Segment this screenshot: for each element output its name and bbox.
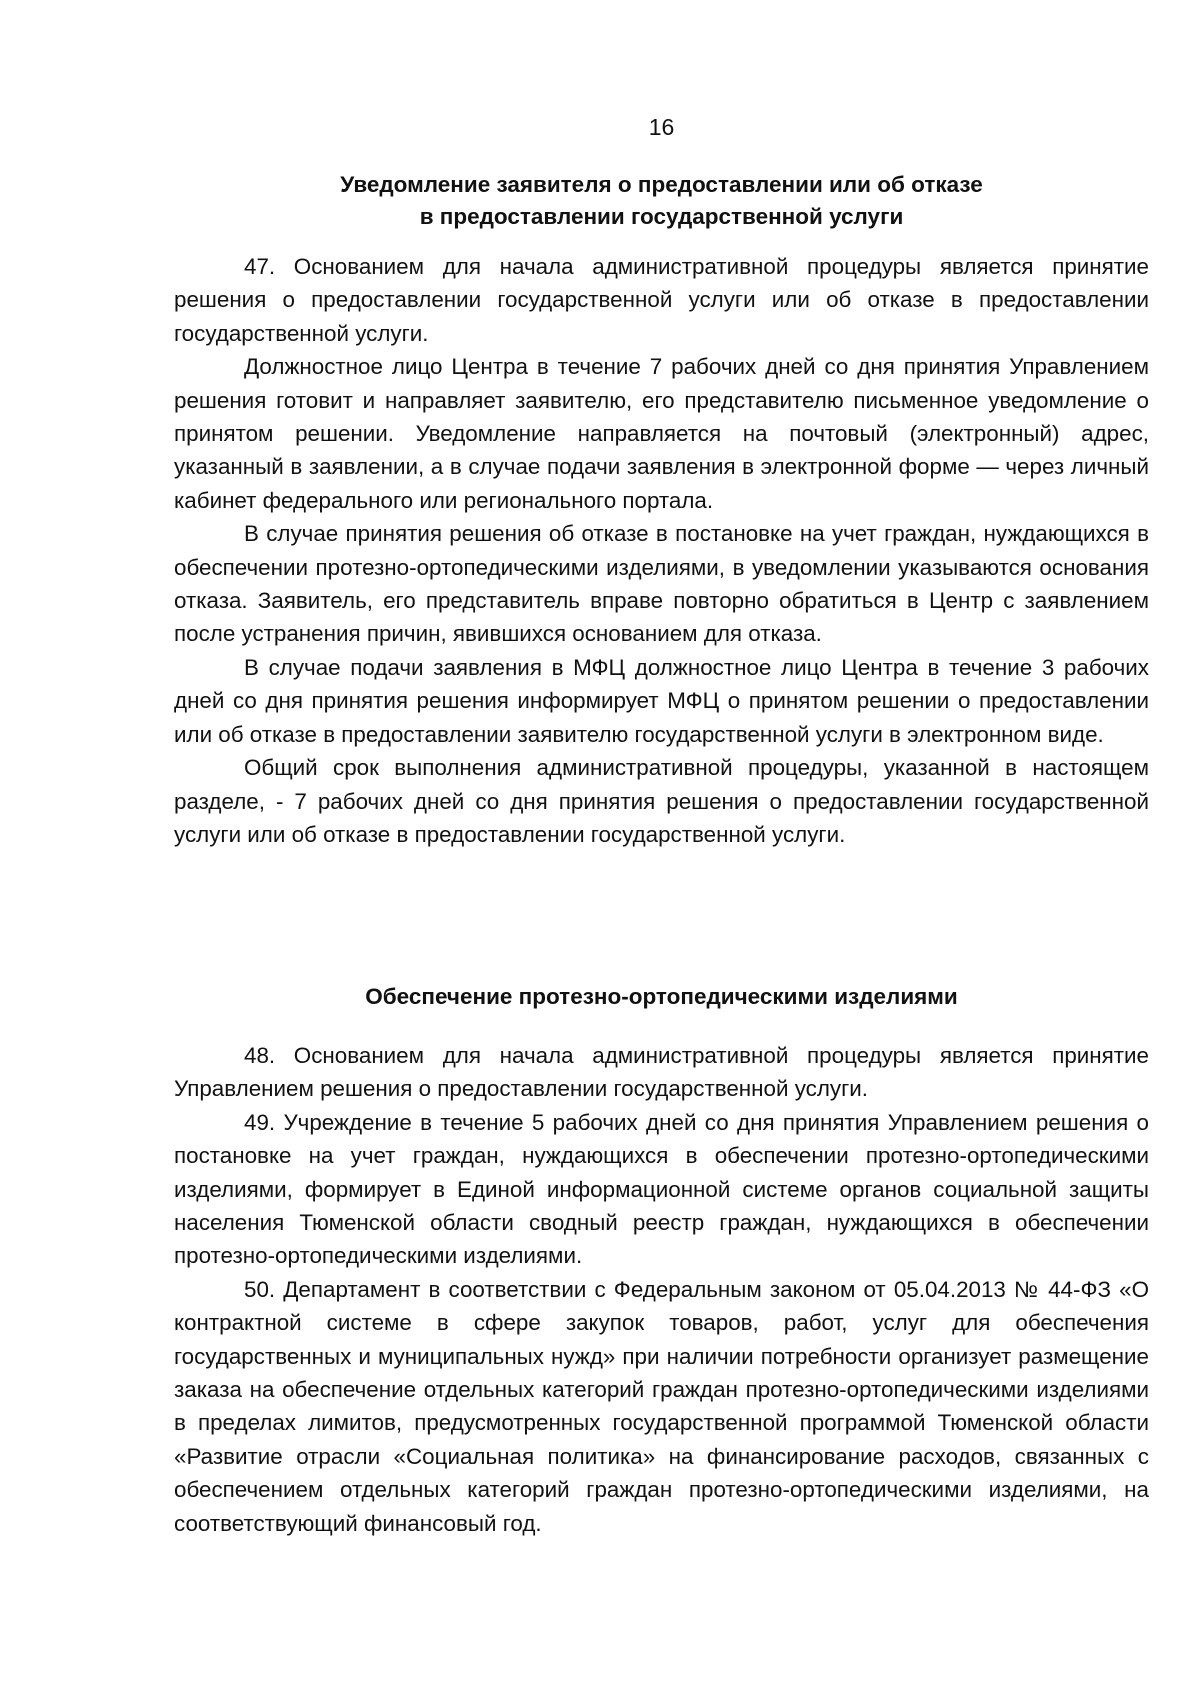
section-heading-line: Обеспечение протезно-ортопедическими изделиями: [365, 984, 958, 1009]
paragraph: В случае принятия решения об отказе в постановке на учет граждан, нуждающихся в обеспечении протезно-ортопедическими изделиями, в уведомлении указываются основания отказа. Заявитель, его представитель вправе повторно обратиться в Центр с заявлением после устранения причин, явившихся основанием для отказа.: [174, 521, 1149, 647]
section-heading-provision: [174, 981, 1149, 1013]
paragraph: Общий срок выполнения административной процедуры, указанной в настоящем разделе, - 7 рабочих дней со дня принятия решения о предоставлении государственной услуги или об отказе в предоставлении государственной услуги.: [174, 755, 1149, 847]
paragraph-47: 47. Основанием для начала административной процедуры является принятие решения о предоставлении государственной услуги или об отказе в предоставлении государственной услуги.: [174, 254, 1149, 346]
paragraph-49: 49. Учреждение в течение 5 рабочих дней со дня принятия Управлением решения о постановке на учет граждан, нуждающихся в обеспечении протезно-ортопедическими изделиями, формирует в Единой информационной системе органов социальной защиты населения Тюменской области сводный реестр граждан, нуждающихся в обеспечении протезно-ортопедическими изделиями.: [174, 1109, 1149, 1269]
paragraph-50: 50. Департамент в соответствии с Федеральным законом от 05.04.2013 № 44-ФЗ «О контрактной системе в сфере закупок товаров, работ, услуг для обеспечения государственных и муниципальных нужд» при наличии потребности организует размещение заказа на обеспечение отдельных категорий граждан протезно-ортопедическими изделиями в пределах лимитов, предусмотренных государственной программой Тюменской области «Развитие отрасли «Социальная политика» на финансирование расходов, связанных с обеспечением отдельных категорий граждан протезно-ортопедическими изделиями, на соответствующий финансовый год.: [174, 1276, 1149, 1536]
section-heading-line: в предоставлении государственной услуги: [419, 204, 904, 229]
section-heading-line: Уведомление заявителя о предоставлении или об отказе: [340, 172, 983, 197]
page-number: 16: [648, 114, 675, 140]
paragraph: Должностное лицо Центра в течение 7 рабочих дней со дня принятия Управлением решения готовит и направляет заявителю, его представителю письменное уведомление о принятом решении. Уведомление направляется на почтовый (электронный) адрес, указанный в заявлении, а в случае подачи заявления в электронной форме — через личный кабинет федерального или регионального портала.: [174, 354, 1149, 513]
paragraph: В случае подачи заявления в МФЦ должностное лицо Центра в течение 3 рабочих дней со дня принятия решения информирует МФЦ о принятом решении о предоставлении или об отказе в предоставлении заявителю государственной услуги в электронном виде.: [174, 654, 1149, 747]
section-heading-notification: [174, 169, 1149, 233]
section-notification-body: [174, 250, 1149, 851]
paragraph-48: 48. Основанием для начала административной процедуры является принятие Управлением решения о предоставлении государственной услуги.: [174, 1043, 1149, 1102]
section-provision-body: [174, 1039, 1149, 1540]
